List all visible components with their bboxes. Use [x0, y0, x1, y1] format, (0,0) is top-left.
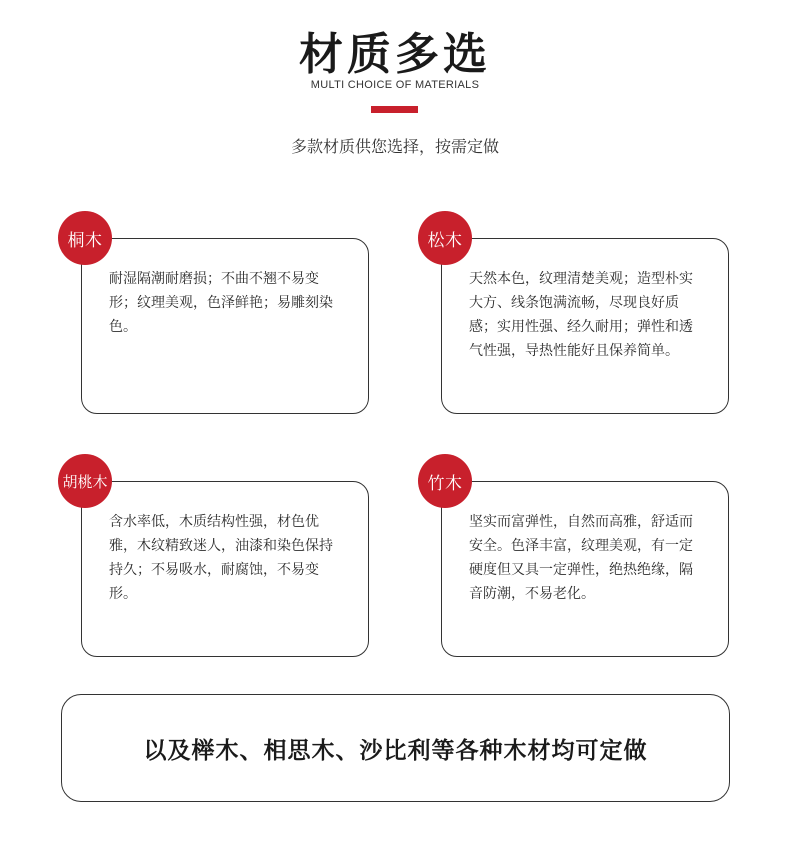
material-card-songmu	[441, 238, 729, 414]
material-badge-tongmu: 桐木	[58, 211, 112, 265]
other-woods-text: 以及榉木、相思木、沙比利等各种木材均可定做	[143, 737, 648, 764]
section-subtitle-en: MULTI CHOICE OF MATERIALS	[310, 79, 480, 91]
material-badge-hutaomu: 胡桃木	[58, 454, 112, 508]
material-card-text: 耐湿隔潮耐磨损；不曲不翘不易变形；纹理美观，色泽鲜艳；易雕刻染色。	[109, 271, 333, 335]
accent-divider	[371, 106, 418, 113]
material-badge-songmu: 松木	[418, 211, 472, 265]
section-title: 材质多选	[299, 29, 491, 80]
material-card-text: 含水率低，木质结构性强，材色优雅，木纹精致迷人，油漆和染色保持持久；不易吸水，耐腐蚀，不易变形。	[109, 514, 333, 602]
other-woods-box	[61, 694, 730, 802]
section-description: 多款材质供您选择，按需定做	[290, 137, 499, 156]
material-card-tongmu	[81, 238, 369, 414]
material-card-hutaomu	[81, 481, 369, 657]
material-card-text: 天然本色，纹理清楚美观；造型朴实大方、线条饱满流畅，尽现良好质感；实用性强、经久耐用；弹性和透气性强，导热性能好且保养简单。	[469, 271, 693, 359]
material-card-zhumu	[441, 481, 729, 657]
material-card-text: 坚实而富弹性，自然而高雅，舒适而安全。色泽丰富，纹理美观，有一定硬度但又具一定弹性，绝热绝缘，隔音防潮，不易老化。	[469, 514, 693, 602]
material-badge-zhumu: 竹木	[418, 454, 472, 508]
